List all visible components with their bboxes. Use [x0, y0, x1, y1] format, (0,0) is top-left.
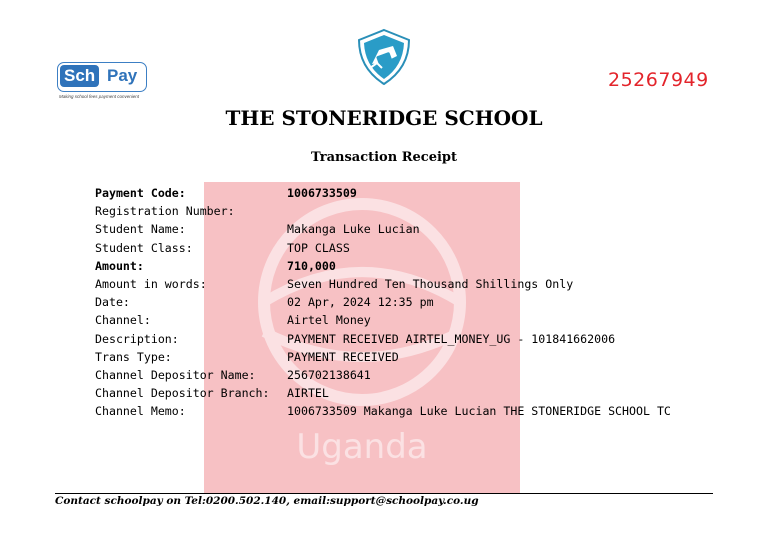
- detail-label: Trans Type:: [95, 349, 172, 364]
- detail-label: Description:: [95, 331, 179, 346]
- shield-icon: [355, 28, 413, 86]
- transaction-details: [95, 184, 735, 420]
- detail-row: [95, 311, 735, 329]
- receipt-title: Transaction Receipt: [311, 150, 457, 165]
- detail-label: Amount in words:: [95, 276, 207, 291]
- detail-value: AIRTEL: [287, 386, 329, 401]
- detail-row: [95, 293, 735, 311]
- receipt-number: 25267949: [608, 69, 709, 91]
- detail-row: [95, 366, 735, 384]
- detail-value: Airtel Money: [287, 313, 371, 328]
- detail-value: TOP CLASS: [287, 240, 350, 255]
- detail-row: [95, 330, 735, 348]
- detail-label: Student Class:: [95, 240, 193, 255]
- logo-tagline: Making school fees payment convenient: [59, 94, 140, 99]
- detail-value: 02 Apr, 2024 12:35 pm: [287, 295, 434, 310]
- detail-label: Amount:: [95, 258, 144, 273]
- detail-label: Registration Number:: [95, 204, 235, 219]
- detail-value: 1006733509 Makanga Luke Lucian THE STONERIDGE SCHOOL TC: [287, 404, 671, 419]
- detail-row: [95, 184, 735, 202]
- detail-label: Channel Memo:: [95, 404, 186, 419]
- detail-value: PAYMENT RECEIVED: [287, 349, 399, 364]
- detail-row: [95, 384, 735, 402]
- watermark-text: Uganda: [296, 427, 428, 467]
- logo-pay-text: Pay: [107, 66, 138, 85]
- detail-label: Payment Code:: [95, 186, 186, 200]
- detail-value: Seven Hundred Ten Thousand Shillings Only: [287, 276, 574, 291]
- detail-label: Channel Depositor Name:: [95, 367, 256, 382]
- detail-value: 256702138641: [287, 367, 371, 382]
- detail-row: [95, 257, 735, 275]
- detail-label: Channel:: [95, 313, 151, 328]
- footer-contact: Contact schoolpay on Tel:0200.502.140, email:support@schoolpay.co.ug: [55, 495, 479, 507]
- detail-label: Date:: [95, 295, 130, 310]
- detail-row: [95, 275, 735, 293]
- detail-row: [95, 348, 735, 366]
- schoolpay-logo: [57, 62, 149, 102]
- detail-value: Makanga Luke Lucian: [287, 222, 420, 237]
- detail-value: PAYMENT RECEIVED AIRTEL_MONEY_UG - 101841662006: [287, 331, 616, 346]
- detail-label: Channel Depositor Branch:: [95, 386, 270, 401]
- detail-row: [95, 220, 735, 238]
- school-name: THE STONERIDGE SCHOOL: [225, 106, 543, 130]
- detail-label: Student Name:: [95, 222, 186, 237]
- detail-row: [95, 239, 735, 257]
- detail-row: [95, 202, 735, 220]
- logo-sch-text: Sch: [60, 65, 99, 87]
- detail-row: [95, 402, 735, 420]
- detail-value: 710,000: [287, 258, 336, 273]
- detail-value: 1006733509: [287, 186, 357, 200]
